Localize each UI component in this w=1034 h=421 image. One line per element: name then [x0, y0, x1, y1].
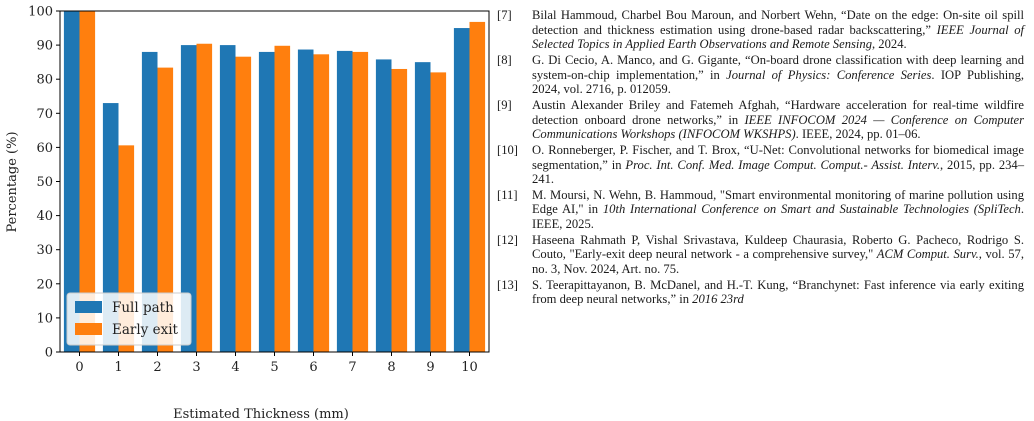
reference-text: M. Moursi, N. Wehn, B. Hammoud, "Smart environmental monitoring of marine pollution using Edge AI," in — [532, 187, 1024, 217]
reference-number: [8] — [497, 52, 512, 67]
y-tick-label: 40 — [36, 209, 53, 225]
bar-full-path-4 — [220, 45, 236, 352]
x-axis-label: Estimated Thickness (mm) — [173, 407, 349, 421]
x-tick-label: 9 — [426, 360, 435, 375]
reference-text: G. Di Cecio, A. Manco, and G. Gigante, “On-board drone classification with deep learning and system-on-chip implementation,” in — [532, 52, 1024, 82]
reference-venue: Proc. Int. Conf. Med. Image Comput. Comput.- Assist. Interv. — [625, 157, 941, 172]
y-tick-label: 90 — [36, 38, 53, 54]
y-tick-label: 30 — [36, 243, 53, 259]
reference-item-11 — [497, 188, 1024, 232]
reference-venue: ACM Comput. Surv. — [876, 247, 979, 262]
reference-venue: 2016 23rd — [692, 292, 744, 307]
reference-number: [12] — [497, 232, 518, 247]
bar-early-exit-5 — [275, 46, 291, 352]
reference-venue: IEEE INFOCOM 2024 — Conference on Computer Communications Workshops (INFOCOM WKSHPS) — [532, 112, 1025, 142]
bar-early-exit-10 — [470, 22, 486, 352]
y-tick-label: 20 — [36, 277, 53, 293]
reference-text: Haseena Rahmath P, Vishal Srivastava, Kuldeep Chaurasia, Roberto G. Pacheco, Rodrigo S. Couto, "Early-exit deep neural network - a comprehensive survey," — [532, 232, 1024, 262]
legend-label: Early exit — [112, 322, 178, 338]
x-tick-label: 4 — [231, 360, 240, 375]
bar-chart — [0, 0, 495, 421]
reference-text: O. Ronneberger, P. Fischer, and T. Brox, “U-Net: Convolutional networks for biomedical image segmentation,” in — [532, 142, 1024, 172]
y-tick-label: 50 — [36, 175, 53, 190]
reference-tail: , vol. 57, no. 3, Nov. 2024, Art. no. 75. — [532, 247, 1024, 277]
y-tick-label: 10 — [36, 311, 53, 327]
reference-item-8 — [497, 53, 1024, 97]
reference-tail: . IEEE, 2025. — [532, 202, 1025, 232]
reference-item-12 — [497, 233, 1024, 277]
bar-early-exit-8 — [392, 69, 408, 352]
reference-tail: , 2024. — [872, 37, 907, 52]
reference-item-7 — [497, 8, 1024, 52]
reference-tail: , 2015, pp. 234–241. — [532, 157, 1025, 187]
y-tick-label: 60 — [36, 140, 53, 156]
reference-venue: IEEE Journal of Selected Topics in Applied Earth Observations and Remote Sensing — [532, 22, 1025, 52]
reference-number: [11] — [497, 187, 518, 202]
y-tick-label: 0 — [44, 345, 53, 361]
reference-tail: . IOP Publishing, 2024, vol. 2716, p. 012059. — [532, 67, 1025, 97]
y-tick-label: 70 — [36, 106, 53, 122]
x-tick-label: 8 — [387, 360, 396, 375]
reference-text: Austin Alexander Briley and Fatemeh Afghah, “Hardware acceleration for real-time wildfire detection onboard drone networks,” in — [532, 97, 1024, 127]
y-tick-label: 100 — [28, 4, 53, 20]
x-tick-label: 6 — [309, 360, 318, 375]
bar-early-exit-4 — [236, 57, 252, 352]
legend-swatch — [75, 301, 102, 313]
bar-full-path-5 — [259, 52, 275, 352]
x-tick-label: 5 — [270, 360, 279, 375]
bar-early-exit-3 — [197, 44, 213, 352]
legend-swatch — [75, 323, 102, 335]
reference-tail: . IEEE, 2024, pp. 01–06. — [795, 127, 921, 142]
bar-early-exit-6 — [314, 54, 330, 352]
reference-text: Bilal Hammoud, Charbel Bou Maroun, and Norbert Wehn, “Date on the edge: On-site oil spill detection and thickness estimation using drone-based radar backscattering,” — [532, 8, 1024, 37]
reference-number: [7] — [497, 8, 512, 22]
bar-early-exit-9 — [431, 72, 447, 352]
reference-number: [13] — [497, 277, 518, 292]
reference-number: [9] — [497, 97, 512, 112]
x-tick-label: 1 — [114, 360, 123, 375]
x-tick-label: 0 — [75, 360, 84, 375]
bar-full-path-8 — [376, 59, 392, 352]
bar-full-path-7 — [337, 51, 353, 352]
x-tick-label: 7 — [348, 360, 357, 375]
bar-early-exit-7 — [353, 52, 369, 352]
y-axis-label: Percentage (%) — [5, 131, 20, 233]
bar-full-path-9 — [415, 62, 431, 352]
reference-list — [497, 8, 1024, 308]
reference-item-9 — [497, 98, 1024, 142]
reference-item-13 — [497, 278, 1024, 307]
bar-full-path-6 — [298, 50, 314, 352]
y-tick-label: 80 — [36, 72, 53, 88]
reference-item-10 — [497, 143, 1024, 187]
x-tick-label: 10 — [461, 360, 478, 375]
legend-label: Full path — [112, 300, 174, 316]
reference-venue: 10th International Conference on Smart and Sustainable Technologies (SpliTech — [602, 202, 1021, 217]
reference-venue: Journal of Physics: Conference Series — [726, 67, 932, 82]
reference-number: [10] — [497, 142, 518, 157]
x-tick-label: 2 — [153, 360, 162, 375]
bar-full-path-10 — [454, 28, 470, 352]
reference-text: S. Teerapittayanon, B. McDanel, and H.-T. Kung, “Branchynet: Fast inference via early exiting from deep neural networks,” in — [532, 277, 1024, 307]
x-tick-label: 3 — [192, 360, 201, 375]
